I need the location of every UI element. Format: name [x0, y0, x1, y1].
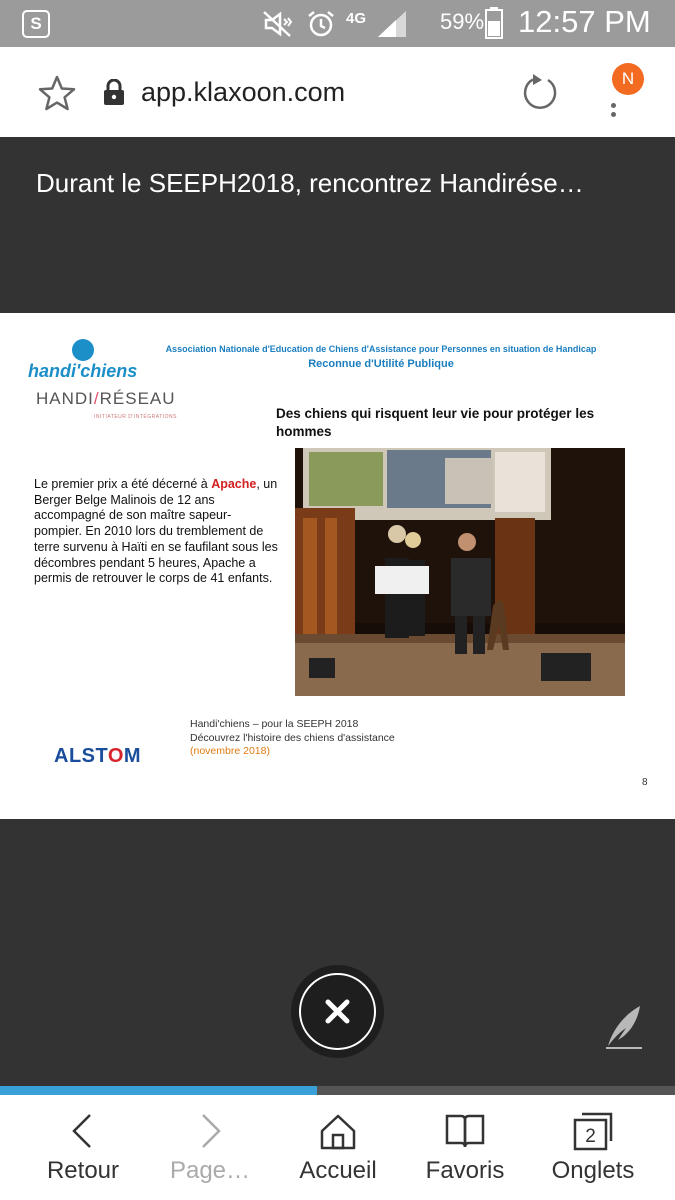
tabs-count: 2	[585, 1126, 596, 1147]
book-icon[interactable]	[444, 1111, 486, 1151]
nav-home[interactable]	[273, 1095, 403, 1200]
avatar[interactable]: N	[612, 63, 644, 95]
nav-bookmarks-label: Favoris	[425, 1157, 505, 1184]
handireseau-logo: HANDI/RÉSEAU	[36, 389, 176, 408]
clock: 12:57 PM	[518, 4, 651, 39]
caption-line-2: Découvrez l'histoire des chiens d'assistance	[190, 731, 395, 744]
chevron-right-icon[interactable]	[189, 1111, 231, 1151]
reload-icon[interactable]	[520, 73, 560, 113]
status-icons	[260, 6, 408, 42]
body-rest: , un Berger Belge Malinois de 12 ans accompagné de son maître sapeur-pompier. En 2010 lors du tremblement de terre survenu à Haïti en se faufilant sous les décombres pendant 5 heures, Apache a permis de retrouver le corps de 41 enfants.	[34, 477, 278, 586]
handichiens-logo	[28, 339, 143, 383]
battery-percent: 59%	[440, 9, 485, 34]
dog-logo-icon	[72, 339, 94, 361]
association-header	[150, 342, 612, 372]
slide-heading: Des chiens qui risquent leur vie pour protéger les hommes	[276, 406, 595, 439]
status-bar	[0, 0, 675, 47]
nav-forward[interactable]	[145, 1095, 275, 1200]
nav-back-label: Retour	[46, 1157, 120, 1184]
alstom-logo	[54, 745, 141, 768]
browser-address-bar	[0, 47, 675, 137]
alstom-logo-o: O	[107, 745, 124, 767]
more-vert-icon[interactable]	[611, 103, 617, 121]
nav-back[interactable]	[18, 1095, 148, 1200]
bookmark-star-icon[interactable]	[38, 75, 76, 111]
alstom-logo-a: ALST	[54, 745, 108, 767]
slide-page-number: 8	[642, 777, 648, 788]
close-button[interactable]	[291, 965, 384, 1058]
slide-image	[0, 313, 675, 819]
alarm-icon	[306, 9, 336, 39]
association-line-2: Reconnue d'Utilité Publique	[308, 358, 454, 370]
signal-icon	[376, 9, 408, 39]
battery-icon	[485, 7, 503, 39]
close-button-ring[interactable]	[299, 973, 376, 1050]
url-field[interactable]: app.klaxoon.com	[141, 77, 346, 107]
handireseau-logo-a: HANDI	[36, 389, 94, 408]
stage-photo	[295, 448, 625, 696]
presentation-progress-bar	[0, 1086, 675, 1095]
tabs-icon[interactable]	[572, 1111, 614, 1151]
nav-home-label: Accueil	[299, 1157, 377, 1184]
nav-tabs[interactable]	[528, 1095, 658, 1200]
handireseau-logo-b: RÉSEAU	[99, 389, 176, 408]
nav-bookmarks[interactable]	[400, 1095, 530, 1200]
caption-date: (novembre 2018)	[190, 745, 270, 757]
nav-forward-label: Page…	[169, 1157, 251, 1184]
chevron-left-icon[interactable]	[62, 1111, 104, 1151]
slide-body-text	[34, 477, 279, 587]
browser-bottom-nav	[0, 1095, 675, 1200]
association-line-1: Association Nationale d'Education de Chiens d'Assistance pour Personnes en situation de Handicap	[165, 344, 597, 354]
close-icon[interactable]	[299, 973, 376, 1050]
home-icon[interactable]	[317, 1111, 359, 1151]
quill-icon[interactable]	[602, 1002, 646, 1052]
progress-fill	[0, 1086, 317, 1095]
alstom-logo-b: M	[123, 745, 142, 767]
slide-caption	[190, 718, 420, 759]
handichiens-logo-text: handi'chiens	[28, 361, 138, 381]
body-name: Apache	[211, 477, 257, 491]
network-type: 4G	[346, 9, 367, 27]
mute-icon	[260, 10, 296, 38]
handireseau-logo-subtitle: INITIATEUR D'INTÉGRATIONS	[94, 414, 177, 420]
browser-menu-button[interactable]	[606, 63, 646, 123]
caption-line-1: Handi'chiens – pour la SEEPH 2018	[190, 718, 359, 730]
app-notification-icon: S	[22, 10, 50, 38]
page-title: Durant le SEEPH2018, rencontrez Handirése…	[36, 168, 584, 198]
nav-tabs-label: Onglets	[551, 1157, 635, 1184]
lock-icon	[103, 79, 125, 105]
body-intro: Le premier prix a été décerné à	[34, 477, 212, 491]
